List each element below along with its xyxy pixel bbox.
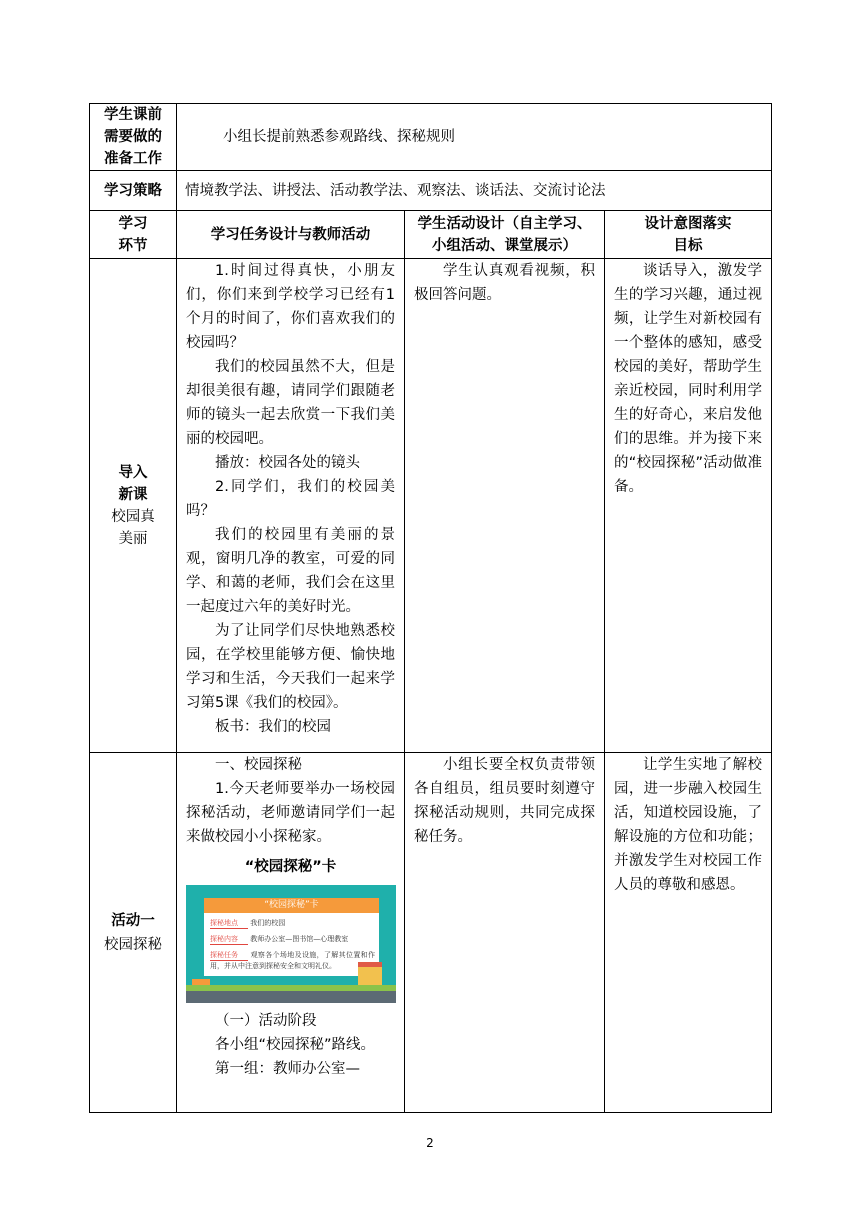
activity-stage — [90, 753, 177, 1113]
strategy-row — [90, 171, 772, 211]
intro-intent — [605, 259, 772, 753]
prep-label: 学生课前需要做的准备工作 — [90, 104, 177, 171]
intro-student-text: 学生认真观看视频，积极回答问题。 — [414, 263, 595, 303]
intro-stage-sub: 校园真美丽 — [111, 508, 155, 547]
strategy-label: 学习策略 — [90, 171, 177, 211]
intro-stage-title: 导入新课 — [118, 464, 148, 503]
intro-task-para: 我们的校园虽然不大，但是却很美很有趣，请同学们跟随老师的镜头一起去欣赏一下我们美丽的校园吧。 — [186, 359, 395, 447]
header-student: 学生活动设计（自主学习、小组活动、课堂展示） — [405, 211, 605, 259]
intro-stage — [90, 259, 177, 753]
prep-value: 小组长提前熟悉参观路线、探秘规则 — [177, 104, 772, 171]
card-row-label: 探秘任务 — [210, 950, 248, 961]
intro-task-para: 播放：校园各处的镜头 — [215, 455, 360, 471]
activity-task-para: 1.今天老师要举办一场校园探秘活动，老师邀请同学们一起来做校园小小探秘家。 — [186, 781, 395, 845]
card-row — [210, 934, 348, 945]
intro-row — [90, 259, 772, 753]
card-row-text: 教师办公室—图书馆—心理教室 — [250, 935, 349, 943]
strategy-value: 情境教学法、讲授法、活动教学法、观察法、谈话法、交流讨论法 — [177, 171, 772, 211]
activity-intent-text: 让学生实地了解校园，进一步融入校园生活，知道校园设施，了解设施的方位和功能；并激发学生对校园工作人员的尊敬和感恩。 — [614, 757, 762, 893]
card-caption: “校园探秘”卡 — [244, 859, 337, 875]
intro-task-para: 我们的校园里有美丽的景观，窗明几净的教室，可爱的同学、和蔼的老师，我们会在这里一起度过六年的美好时光。 — [186, 527, 395, 615]
header-stage: 学习环节 — [90, 211, 177, 259]
lesson-plan-table — [89, 103, 772, 1113]
activity-task-para: 一、校园探秘 — [215, 757, 302, 773]
card-panel — [204, 898, 379, 976]
card-row-label: 探秘内容 — [210, 934, 248, 945]
card-row — [210, 950, 375, 971]
intro-task-para: 2.同学们，我们的校园美吗？ — [186, 479, 395, 519]
header-intent: 设计意图落实目标 — [605, 211, 772, 259]
header-row — [90, 211, 772, 259]
activity-task-para: 第一组：教师办公室— — [215, 1061, 360, 1077]
header-task: 学习任务设计与教师活动 — [177, 211, 405, 259]
activity-task-para: （一）活动阶段 — [215, 1013, 317, 1029]
intro-task-para: 为了让同学们尽快地熟悉校园，在学校里能够方便、愉快地学习和生活，今天我们一起来学习第5课《我们的校园》。 — [186, 623, 395, 711]
intro-task — [177, 259, 405, 753]
activity-intent — [605, 753, 772, 1113]
activity-stage-title: 活动一 — [111, 912, 155, 929]
activity-task-para: 各小组“校园探秘”路线。 — [215, 1037, 376, 1053]
card-header: “校园探秘”卡 — [204, 898, 379, 913]
intro-student — [405, 259, 605, 753]
activity-student — [405, 753, 605, 1113]
card-row — [210, 918, 285, 929]
page-number: 2 — [426, 1136, 434, 1150]
activity-stage-sub: 校园探秘 — [104, 936, 162, 953]
intro-intent-text: 谈话导入，激发学生的学习兴趣，通过视频，让学生对新校园有一个整体的感知，感受校园的美好，帮助学生亲近校园，同时利用学生的好奇心，来启发他们的思维。并为接下来的“校园探秘”活动做准备。 — [614, 263, 762, 495]
prep-row — [90, 104, 772, 171]
activity-task — [177, 753, 405, 1113]
card-row-label: 探秘地点 — [210, 918, 248, 929]
card-row-text: 我们的校园 — [250, 919, 286, 927]
activity-row — [90, 753, 772, 1113]
card-row-text: 观察各个场地及设施，了解其位置和作用，并从中注意到探秘安全和文明礼仪。 — [210, 951, 376, 970]
intro-task-para: 1.时间过得真快，小朋友们，你们来到学校学习已经有1个月的时间了，你们喜欢我们的校园吗？ — [186, 263, 395, 351]
ground-strip — [186, 991, 396, 1003]
activity-student-text: 小组长要全权负责带领各自组员，组员要时刻遵守探秘活动规则，共同完成探秘任务。 — [414, 757, 595, 845]
intro-task-para: 板书：我们的校园 — [215, 719, 331, 735]
explore-card-image — [186, 885, 396, 1003]
